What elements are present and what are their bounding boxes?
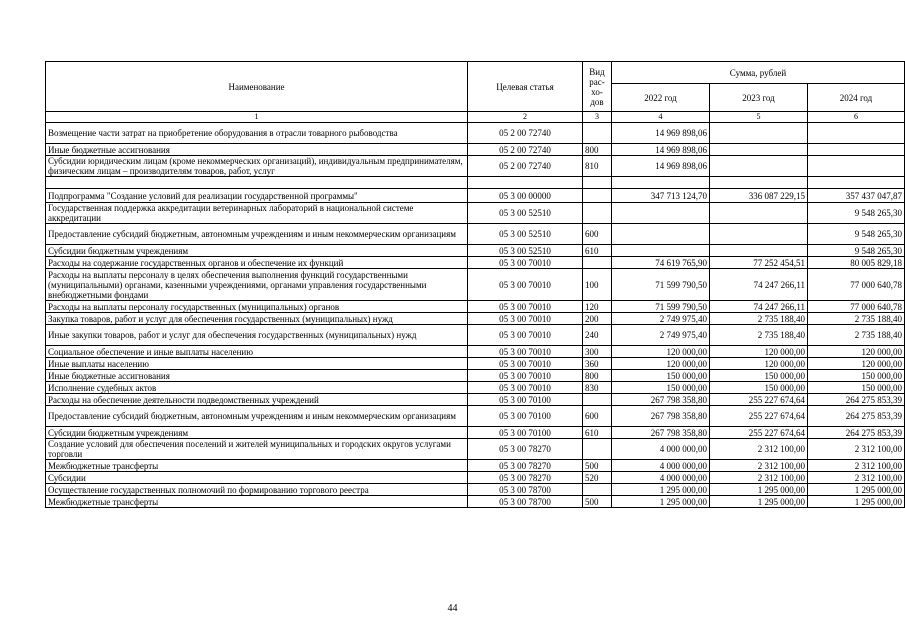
row-name: Подпрограмма "Создание условий для реализации государственной программы" (46, 189, 468, 203)
row-sum-2024: 357 437 047,87 (808, 189, 905, 203)
row-sum-2022: 74 619 765,90 (612, 257, 710, 269)
row-name (46, 177, 468, 189)
row-expense-type: 810 (583, 156, 612, 177)
row-sum-2023: 150 000,00 (710, 370, 808, 382)
row-target-article: 05 3 00 52510 (468, 245, 583, 257)
column-index: 3 (583, 112, 612, 123)
row-sum-2022: 120 000,00 (612, 346, 710, 358)
row-sum-2022: 150 000,00 (612, 382, 710, 394)
row-sum-2024: 9 548 265,30 (808, 224, 905, 245)
row-sum-2022: 2 749 975,40 (612, 313, 710, 325)
header-expense-type: Вид рас-хо-дов (583, 62, 612, 112)
row-name: Межбюджетные трансферты (46, 460, 468, 472)
row-name: Субсидии бюджетным учреждениям (46, 245, 468, 257)
row-expense-type: 520 (583, 472, 612, 484)
table-row (46, 325, 905, 346)
row-name: Закупка товаров, работ и услуг для обеспечения государственных (муниципальных) нужд (46, 313, 468, 325)
row-sum-2024 (808, 156, 905, 177)
row-expense-type: 300 (583, 346, 612, 358)
row-sum-2022 (612, 177, 710, 189)
row-sum-2024 (808, 144, 905, 156)
row-sum-2023 (710, 156, 808, 177)
row-expense-type: 100 (583, 269, 612, 301)
row-sum-2023: 74 247 266,11 (710, 301, 808, 313)
row-name: Иные бюджетные ассигнования (46, 144, 468, 156)
row-target-article: 05 3 00 70010 (468, 370, 583, 382)
row-target-article: 05 3 00 70010 (468, 257, 583, 269)
column-index: 6 (808, 112, 905, 123)
row-sum-2023: 2 735 188,40 (710, 325, 808, 346)
table-row (46, 370, 905, 382)
table-row (46, 123, 905, 144)
row-name: Предоставление субсидий бюджетным, автономным учреждениям и иным некоммерческим организациям (46, 224, 468, 245)
table-row (46, 257, 905, 269)
row-expense-type (583, 203, 612, 224)
row-expense-type: 600 (583, 224, 612, 245)
row-sum-2022: 4 000 000,00 (612, 439, 710, 460)
row-expense-type (583, 189, 612, 203)
row-name: Иные выплаты населению (46, 358, 468, 370)
row-sum-2023: 74 247 266,11 (710, 269, 808, 301)
row-sum-2023: 255 227 674,64 (710, 406, 808, 427)
row-sum-2022 (612, 203, 710, 224)
table-body (46, 123, 905, 508)
row-target-article: 05 3 00 70010 (468, 301, 583, 313)
row-sum-2024: 2 735 188,40 (808, 325, 905, 346)
row-expense-type (583, 394, 612, 406)
row-name: Межбюджетные трансферты (46, 496, 468, 508)
row-expense-type: 500 (583, 496, 612, 508)
row-target-article: 05 3 00 78270 (468, 472, 583, 484)
row-sum-2023: 77 252 454,51 (710, 257, 808, 269)
row-sum-2022: 71 599 790,50 (612, 301, 710, 313)
row-target-article: 05 2 00 72740 (468, 123, 583, 144)
row-sum-2022: 14 969 898,06 (612, 123, 710, 144)
row-sum-2022: 1 295 000,00 (612, 484, 710, 496)
row-name: Государственная поддержка аккредитации ветеринарных лабораторий в национальной системе аккредитации (46, 203, 468, 224)
row-target-article: 05 3 00 78700 (468, 484, 583, 496)
row-sum-2023: 1 295 000,00 (710, 484, 808, 496)
row-sum-2024: 264 275 853,39 (808, 394, 905, 406)
table-row (46, 382, 905, 394)
header-name: Наименование (46, 62, 468, 112)
table-row (46, 472, 905, 484)
table-row (46, 394, 905, 406)
table-header (46, 62, 905, 123)
row-target-article: 05 2 00 72740 (468, 144, 583, 156)
row-sum-2022: 150 000,00 (612, 370, 710, 382)
row-sum-2022: 4 000 000,00 (612, 460, 710, 472)
row-expense-type: 360 (583, 358, 612, 370)
table-row (46, 346, 905, 358)
table-row (46, 427, 905, 439)
row-sum-2022: 14 969 898,06 (612, 156, 710, 177)
table-row (46, 156, 905, 177)
row-target-article: 05 3 00 70010 (468, 325, 583, 346)
column-index-row (46, 112, 905, 123)
row-sum-2024: 120 000,00 (808, 346, 905, 358)
row-sum-2023 (710, 144, 808, 156)
row-sum-2023: 150 000,00 (710, 382, 808, 394)
row-target-article (468, 177, 583, 189)
row-sum-2022 (612, 245, 710, 257)
table-row (46, 245, 905, 257)
row-sum-2023 (710, 245, 808, 257)
row-name: Расходы на выплаты персоналу государственных (муниципальных) органов (46, 301, 468, 313)
row-name: Иные закупки товаров, работ и услуг для обеспечения государственных (муниципальных) нужд (46, 325, 468, 346)
row-target-article: 05 3 00 70010 (468, 346, 583, 358)
row-target-article: 05 3 00 70010 (468, 358, 583, 370)
row-sum-2024: 1 295 000,00 (808, 484, 905, 496)
column-index: 4 (612, 112, 710, 123)
header-year-2023: 2023 год (710, 84, 808, 112)
row-expense-type (583, 123, 612, 144)
row-name: Расходы на обеспечение деятельности подведомственных учреждений (46, 394, 468, 406)
table-row (46, 177, 905, 189)
table-row (46, 460, 905, 472)
row-expense-type: 830 (583, 382, 612, 394)
row-target-article: 05 3 00 70100 (468, 406, 583, 427)
row-name: Предоставление субсидий бюджетным, автономным учреждениям и иным некоммерческим организациям (46, 406, 468, 427)
table-row (46, 144, 905, 156)
row-target-article: 05 2 00 72740 (468, 156, 583, 177)
table-row (46, 189, 905, 203)
row-sum-2024: 9 548 265,30 (808, 203, 905, 224)
row-sum-2023: 2 312 100,00 (710, 472, 808, 484)
row-sum-2024 (808, 177, 905, 189)
row-target-article: 05 3 00 52510 (468, 224, 583, 245)
row-sum-2024 (808, 123, 905, 144)
row-sum-2023: 120 000,00 (710, 346, 808, 358)
row-name: Осуществление государственных полномочий по формированию торгового реестра (46, 484, 468, 496)
row-sum-2022: 2 749 975,40 (612, 325, 710, 346)
row-target-article: 05 3 00 78270 (468, 439, 583, 460)
row-expense-type: 800 (583, 370, 612, 382)
row-sum-2023: 2 312 100,00 (710, 460, 808, 472)
row-sum-2024: 150 000,00 (808, 382, 905, 394)
row-name: Социальное обеспечение и иные выплаты населению (46, 346, 468, 358)
row-expense-type (583, 177, 612, 189)
column-index: 2 (468, 112, 583, 123)
row-expense-type: 610 (583, 245, 612, 257)
row-sum-2024: 9 548 265,30 (808, 245, 905, 257)
row-sum-2023: 336 087 229,15 (710, 189, 808, 203)
row-sum-2023: 255 227 674,64 (710, 427, 808, 439)
row-sum-2022: 120 000,00 (612, 358, 710, 370)
row-sum-2022: 267 798 358,80 (612, 394, 710, 406)
table-row (46, 301, 905, 313)
row-sum-2023: 2 735 188,40 (710, 313, 808, 325)
row-sum-2024: 2 312 100,00 (808, 460, 905, 472)
table-row (46, 203, 905, 224)
table-row (46, 439, 905, 460)
row-name: Расходы на выплаты персоналу в целях обеспечения выполнения функций государственными (муниципальными) органами, казенными учреждениями, органами управления государственными внебюджетными фондами (46, 269, 468, 301)
row-sum-2022: 4 000 000,00 (612, 472, 710, 484)
row-name: Создание условий для обеспечения поселений и жителей муниципальных и городских округов услугами торговли (46, 439, 468, 460)
row-expense-type: 120 (583, 301, 612, 313)
row-sum-2022: 71 599 790,50 (612, 269, 710, 301)
table-row (46, 313, 905, 325)
row-name: Расходы на содержание государственных органов и обеспечение их функций (46, 257, 468, 269)
row-target-article: 05 3 00 70100 (468, 394, 583, 406)
row-target-article: 05 3 00 70010 (468, 313, 583, 325)
row-sum-2022: 1 295 000,00 (612, 496, 710, 508)
row-sum-2024: 80 005 829,18 (808, 257, 905, 269)
row-target-article: 05 3 00 70010 (468, 269, 583, 301)
row-expense-type: 500 (583, 460, 612, 472)
row-name: Субсидии (46, 472, 468, 484)
row-target-article: 05 3 00 52510 (468, 203, 583, 224)
column-index: 5 (710, 112, 808, 123)
row-target-article: 05 3 00 78700 (468, 496, 583, 508)
row-name: Исполнение судебных актов (46, 382, 468, 394)
row-sum-2023: 1 295 000,00 (710, 496, 808, 508)
table-row (46, 406, 905, 427)
row-expense-type (583, 484, 612, 496)
row-sum-2023: 255 227 674,64 (710, 394, 808, 406)
row-sum-2023: 120 000,00 (710, 358, 808, 370)
row-target-article: 05 3 00 00000 (468, 189, 583, 203)
row-name: Субсидии юридическим лицам (кроме некоммерческих организаций), индивидуальным предпринимателям, физическим лицам – производителям товаров, работ, услуг (46, 156, 468, 177)
row-sum-2024: 77 000 640,78 (808, 269, 905, 301)
page-number: 44 (447, 603, 458, 614)
row-sum-2024: 264 275 853,39 (808, 406, 905, 427)
row-expense-type: 200 (583, 313, 612, 325)
row-target-article: 05 3 00 70100 (468, 427, 583, 439)
table-row (46, 496, 905, 508)
row-expense-type (583, 439, 612, 460)
row-name: Субсидии бюджетным учреждениям (46, 427, 468, 439)
table-row (46, 269, 905, 301)
row-sum-2024: 2 312 100,00 (808, 472, 905, 484)
header-sum: Сумма, рублей (612, 62, 905, 84)
row-sum-2023: 2 312 100,00 (710, 439, 808, 460)
row-expense-type: 610 (583, 427, 612, 439)
row-sum-2024: 120 000,00 (808, 358, 905, 370)
row-sum-2024: 77 000 640,78 (808, 301, 905, 313)
row-target-article: 05 3 00 78270 (468, 460, 583, 472)
row-sum-2022: 267 798 358,80 (612, 406, 710, 427)
header-year-2022: 2022 год (612, 84, 710, 112)
table-row (46, 358, 905, 370)
row-sum-2024: 2 312 100,00 (808, 439, 905, 460)
table-row (46, 224, 905, 245)
row-sum-2023 (710, 177, 808, 189)
row-name: Возмещение части затрат на приобретение оборудования в отрасли товарного рыбоводства (46, 123, 468, 144)
row-sum-2022: 267 798 358,80 (612, 427, 710, 439)
row-sum-2022: 14 969 898,06 (612, 144, 710, 156)
row-sum-2022: 347 713 124,70 (612, 189, 710, 203)
row-sum-2023 (710, 203, 808, 224)
row-sum-2024: 2 735 188,40 (808, 313, 905, 325)
row-target-article: 05 3 00 70010 (468, 382, 583, 394)
header-year-2024: 2024 год (808, 84, 905, 112)
header-target-article: Целевая статья (468, 62, 583, 112)
row-sum-2022 (612, 224, 710, 245)
row-expense-type: 240 (583, 325, 612, 346)
row-name: Иные бюджетные ассигнования (46, 370, 468, 382)
row-sum-2024: 150 000,00 (808, 370, 905, 382)
row-expense-type: 600 (583, 406, 612, 427)
row-expense-type: 800 (583, 144, 612, 156)
row-sum-2023 (710, 224, 808, 245)
row-sum-2024: 264 275 853,39 (808, 427, 905, 439)
budget-table (45, 61, 905, 508)
row-sum-2024: 1 295 000,00 (808, 496, 905, 508)
table-row (46, 484, 905, 496)
row-expense-type (583, 257, 612, 269)
column-index: 1 (46, 112, 468, 123)
row-sum-2023 (710, 123, 808, 144)
